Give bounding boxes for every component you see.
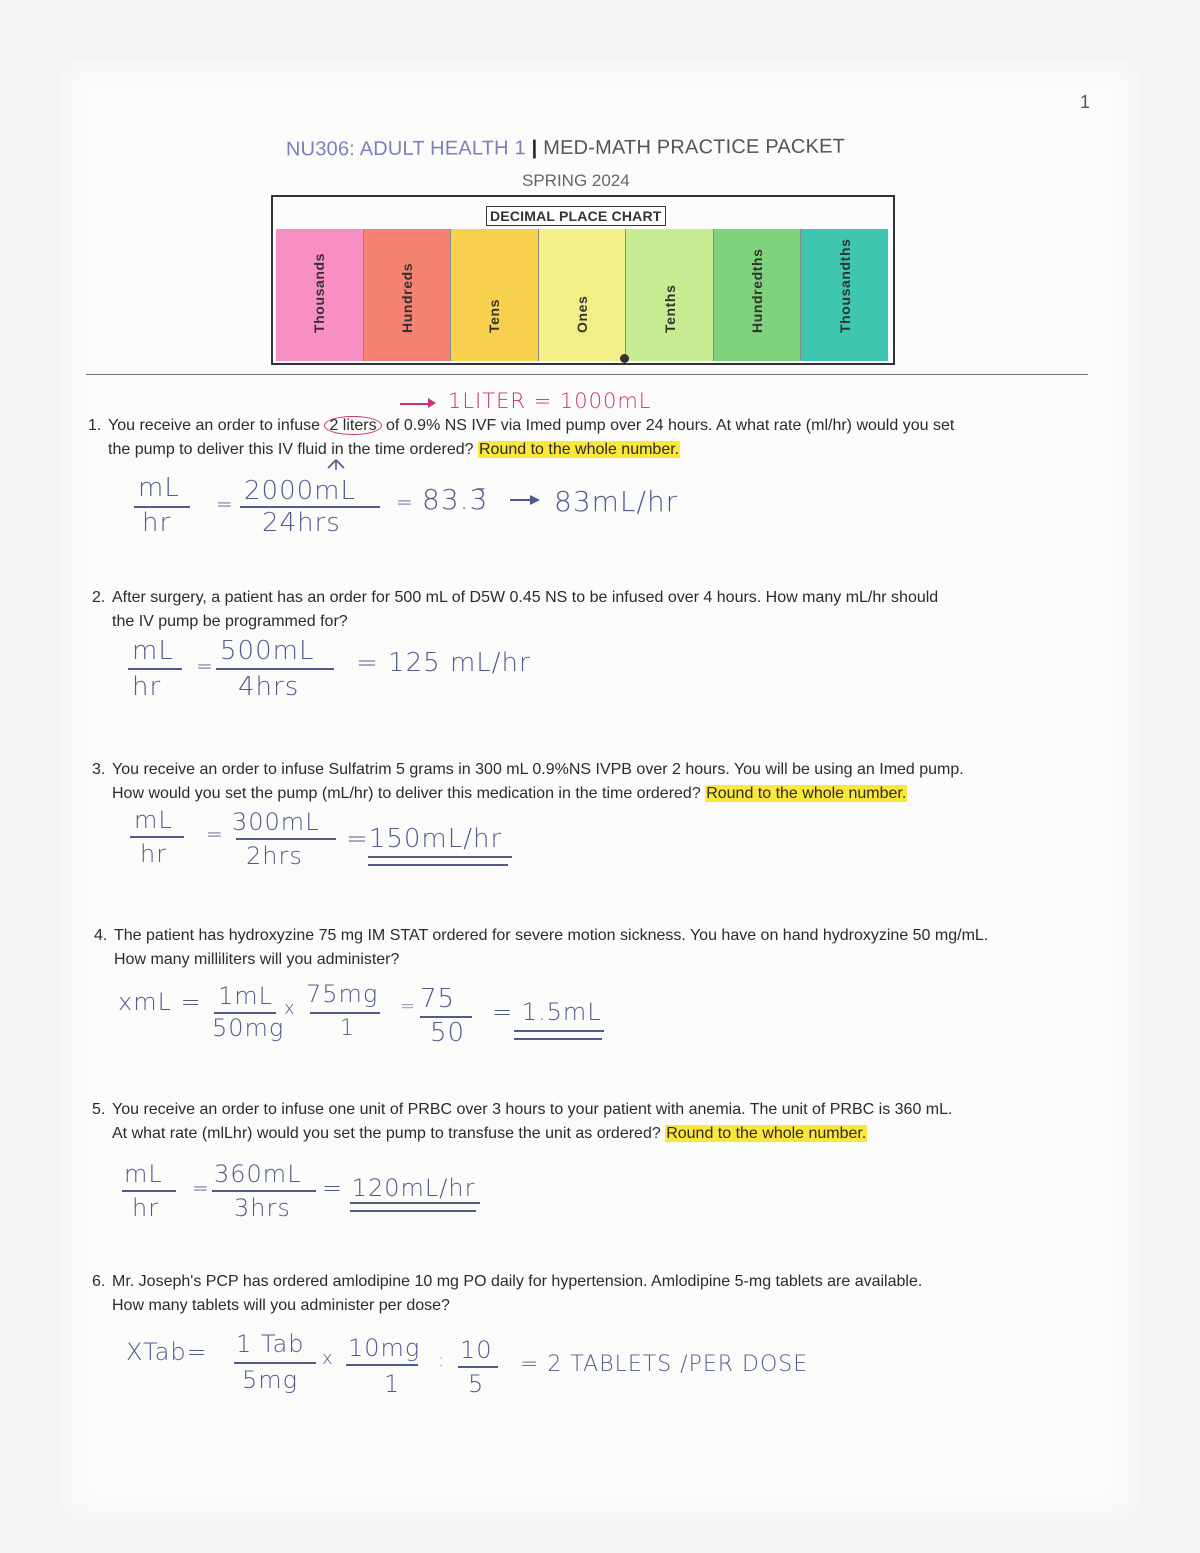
q2-answer: = 125 mL/hr [356,648,531,678]
course-title: NU306: ADULT HEALTH 1 [285,137,526,161]
q3-underline-1 [368,856,512,858]
q6-f1-den: 5mg [242,1366,299,1394]
q1-number: 1. [88,417,102,434]
q5-lhs-den: hr [132,1194,160,1222]
q1-result: 83.3̄ [422,483,489,516]
q2-num: 500mL [220,636,315,666]
q6-f3-den: 5 [468,1370,485,1398]
q6-f1-line [234,1362,316,1364]
q4-f2-num: 75mg [306,980,379,1008]
q5-num: 360mL [214,1160,302,1188]
q1-answer: 83mL/hr [554,485,679,518]
q6-f2-line [346,1364,418,1366]
q6-f3-line [458,1366,498,1368]
q6-f3-num: 10 [460,1336,493,1364]
question-2 [92,586,1092,634]
q1-highlight: Round to the whole number. [478,441,680,458]
question-5 [92,1098,1112,1146]
question-3 [92,758,1102,806]
q5-den: 3hrs [234,1194,291,1222]
q2-text-a: After surgery, a patient has an order for 500 mL of D5W 0.45 NS to be infused over 4 hours. How many mL/hr should [112,589,939,606]
q6-times: x [322,1348,334,1369]
q4-text-a: The patient has hydroxyzine 75 mg IM STAT ordered for severe motion sickness. You have on hand hydroxyzine 50 mg/mL. [114,927,989,944]
decimal-column-label: Hundreds [398,262,415,333]
decimal-column-label: Ones [574,295,591,333]
q4-f2-line [310,1012,380,1014]
q4-f1-den: 50mg [212,1014,285,1042]
q5-answer: = 120mL/hr [322,1174,476,1202]
decimal-column-label: Tenths [661,284,678,333]
q1-circled: 2 liters [324,416,381,435]
q6-eq: : [438,1350,446,1371]
q4-times: x [284,998,296,1019]
q1-note-liter: 1LITER = 1000mL [448,389,652,413]
q5-lhs-line [122,1190,176,1192]
q6-f2-num: 10mg [348,1334,421,1362]
q5-highlight: Round to the whole number. [666,1125,867,1142]
q5-underline-1 [350,1202,480,1204]
q4-text-b: How many milliliters will you administer? [114,951,400,968]
q1-text-a: You receive an order to infuse [108,417,320,434]
q3-number: 3. [92,761,106,778]
q1-num: 2000mL [244,476,356,506]
decimal-column-label: Hundredths [749,248,766,333]
q4-f3-num: 75 [420,984,456,1014]
q1-note-arrowhead [428,398,436,408]
term-subtitle: SPRING 2024 [522,171,630,190]
q6-f1-num: 1 Tab [236,1330,305,1358]
q3-answer: =150mL/hr [346,824,503,854]
q3-lhs-den: hr [140,840,168,868]
q5-frac-line [212,1190,316,1192]
q3-lhs-line [130,836,184,838]
q5-lhs-num: mL [124,1160,163,1188]
q3-den: 2hrs [246,842,303,870]
q4-answer: = 1.5mL [492,998,602,1026]
q1-eq2: = [396,490,414,514]
q2-lhs-den: hr [132,672,162,702]
question-4 [94,924,1114,972]
q1-eq: = [216,492,234,516]
q3-eq: = [206,822,224,846]
q3-lhs-num: mL [134,806,173,834]
q6-number: 6. [92,1273,106,1290]
q6-text-a: Mr. Joseph's PCP has ordered amlodipine 10 mg PO daily for hypertension. Amlodipine 5-mg tablets are available. [112,1273,923,1290]
decimal-column-label: Thousandths [836,238,853,333]
q4-underline-1 [514,1030,604,1032]
q3-text-a: You receive an order to infuse Sulfatrim 5 grams in 300 mL 0.9%NS IVPB over 2 hours. You will be using an Imed pump. [112,761,964,778]
q3-num: 300mL [232,808,320,836]
q4-lhs: xmL = [118,988,202,1016]
q1-lhs-den: hr [142,508,172,538]
q5-underline-2 [350,1210,476,1212]
q2-frac-line [216,668,334,670]
q2-number: 2. [92,589,106,606]
page-number: 1 [1080,92,1091,112]
q4-eq: = [400,996,417,1017]
title-separator: | [531,137,538,160]
q5-text-a: You receive an order to infuse one unit of PRBC over 3 hours to your patient with anemia. The unit of PRBC is 360 mL. [112,1101,953,1118]
q1-den: 24hrs [262,508,341,538]
question-6 [92,1270,1112,1318]
q2-lhs-num: mL [132,636,174,666]
q3-underline-2 [368,864,508,866]
q2-text-b: the IV pump be programmed for? [112,613,348,630]
q1-text-b: of 0.9% NS IVF via Imed pump over 24 hours. At what rate (ml/hr) would you set [386,417,955,434]
q4-f1-num: 1mL [218,982,274,1010]
q4-f3-den: 50 [430,1018,466,1048]
q4-number: 4. [94,927,108,944]
q4-f2-den: 1 [340,1016,355,1041]
q5-number: 5. [92,1101,106,1118]
q4-underline-2 [514,1038,602,1040]
packet-title: MED-MATH PRACTICE PACKET [543,135,846,160]
q2-eq: = [196,654,214,678]
q5-text-b: At what rate (mlLhr) would you set the pump to transfuse the unit as ordered? [112,1125,661,1142]
q2-den: 4hrs [238,672,300,702]
q1-lhs-num: mL [138,473,180,503]
question-1 [88,414,1088,462]
q6-lhs: XTab= [126,1338,208,1366]
q2-lhs-line [128,668,182,670]
q6-text-b: How many tablets will you administer per dose? [112,1297,450,1314]
decimal-chart-title: DECIMAL PLACE CHART [486,206,666,226]
q3-highlight: Round to the whole number. [706,785,907,802]
decimal-column-label: Thousands [311,252,328,333]
q5-eq: = [192,1176,210,1200]
q3-frac-line [236,838,336,840]
q6-f2-den: 1 [384,1370,401,1398]
q6-answer: = 2 TABLETS /PER DOSE [520,1352,809,1377]
q1-text-c: the pump to deliver this IV fluid in the time ordered? [108,441,474,458]
decimal-column-label: Tens [486,298,503,333]
q3-text-b: How would you set the pump (mL/hr) to deliver this medication in the time ordered? [112,785,701,802]
